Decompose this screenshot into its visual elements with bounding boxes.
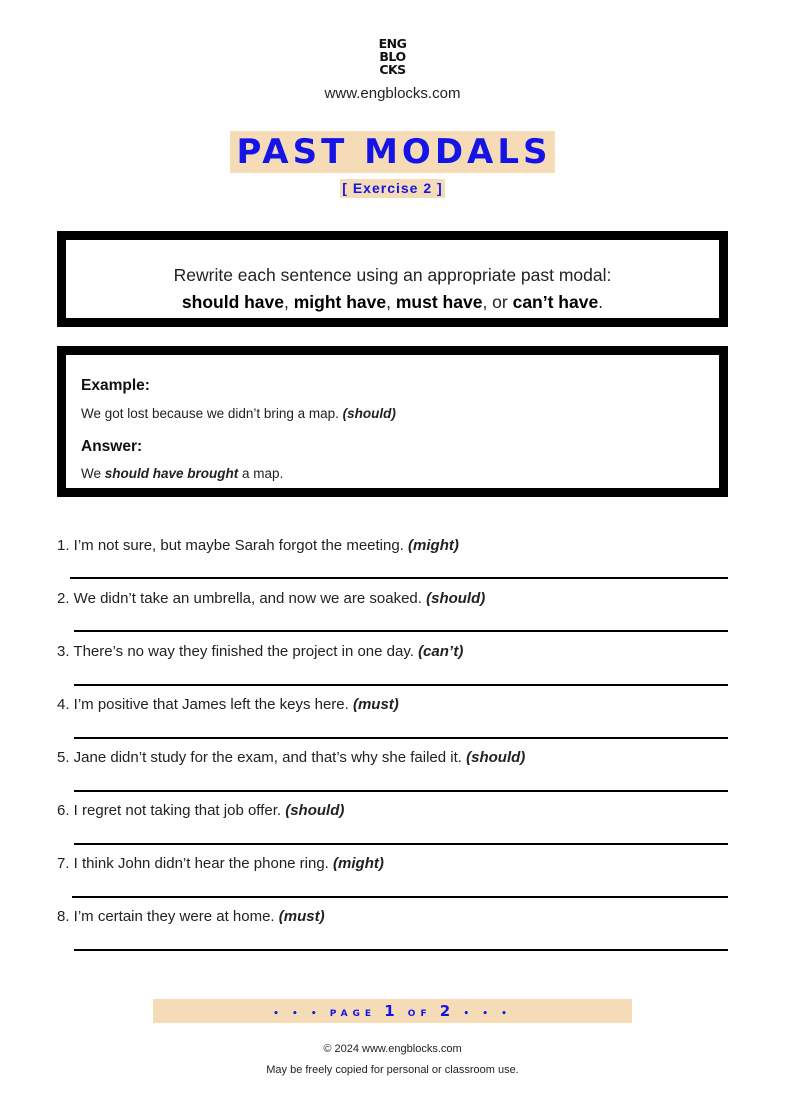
instructions-box: [57, 231, 728, 327]
question-5: [57, 749, 525, 766]
question-hint: (should): [426, 590, 486, 607]
modal-list: [66, 292, 719, 313]
answer-line-1[interactable]: [70, 577, 728, 579]
question-text: 6. I regret not taking that job offer.: [57, 802, 282, 819]
separator: ,: [284, 292, 294, 312]
page-title: PAST MODALS: [230, 131, 554, 173]
question-text: 4. I’m positive that James left the keys here.: [57, 696, 349, 713]
question-hint: (should): [285, 802, 345, 819]
logo-line: BLO: [379, 49, 406, 64]
question-hint: (can’t): [418, 643, 464, 660]
page-of: OF: [407, 1009, 432, 1019]
answer-label: Answer:: [81, 438, 143, 455]
answer-prefix: We: [81, 466, 102, 481]
question-text: 2. We didn’t take an umbrella, and now we are soaked.: [57, 590, 422, 607]
copyright: © 2024 www.engblocks.com: [323, 1043, 462, 1055]
answer-line-4[interactable]: [74, 737, 728, 739]
page-suffix: • • •: [463, 1009, 512, 1019]
question-text: 7. I think John didn’t hear the phone ring.: [57, 855, 329, 872]
example-box: [57, 346, 728, 497]
question-2: [57, 590, 485, 607]
example-label: Example:: [81, 377, 150, 394]
answer-sentence: [81, 466, 283, 481]
page-indicator: [153, 999, 632, 1023]
example-text: We got lost because we didn’t bring a map.: [81, 406, 339, 421]
modal-should-have: should have: [181, 292, 285, 312]
answer-line-6[interactable]: [74, 843, 728, 845]
question-hint: (must): [278, 908, 325, 925]
separator: , or: [482, 292, 513, 312]
instructions-text: Rewrite each sentence using an appropriate past modal:: [173, 265, 612, 285]
engblocks-logo: [0, 37, 785, 76]
question-6: [57, 802, 344, 819]
question-1: [57, 537, 459, 554]
modal-must-have: must have: [395, 292, 483, 312]
separator: ,: [386, 292, 396, 312]
question-hint: (must): [352, 696, 399, 713]
answer-suffix: a map.: [242, 466, 284, 481]
answer-line-8[interactable]: [74, 949, 728, 951]
question-text: 1. I’m not sure, but maybe Sarah forgot the meeting.: [57, 537, 404, 554]
answer-line-5[interactable]: [74, 790, 728, 792]
question-hint: (should): [466, 749, 526, 766]
question-hint: (might): [408, 537, 459, 554]
page-prefix: • • • PAGE: [273, 1009, 377, 1019]
question-hint: (might): [333, 855, 384, 872]
modal-might-have: might have: [293, 292, 387, 312]
license-note: May be freely copied for personal or classroom use.: [266, 1064, 519, 1076]
question-text: 8. I’m certain they were at home.: [57, 908, 275, 925]
page-total: 2: [439, 1002, 456, 1020]
modal-cant-have: can’t have: [512, 292, 599, 312]
question-8: [57, 908, 325, 925]
answer-line-7[interactable]: [72, 896, 728, 898]
logo-line: ENG: [378, 36, 407, 51]
example-hint: (should): [342, 406, 396, 421]
answer-bold: should have brought: [104, 466, 239, 481]
question-4: [57, 696, 399, 713]
question-text: 3. There’s no way they finished the project in one day.: [57, 643, 414, 660]
logo-line: CKS: [379, 62, 406, 77]
period: .: [598, 292, 604, 312]
exercise-subtitle: [ Exercise 2 ]: [342, 180, 443, 196]
page-current: 1: [384, 1002, 400, 1020]
question-3: [57, 643, 463, 660]
question-text: 5. Jane didn’t study for the exam, and that’s why she failed it.: [57, 749, 462, 766]
answer-line-3[interactable]: [74, 684, 728, 686]
site-url: www.engblocks.com: [324, 85, 461, 102]
answer-line-2[interactable]: [74, 630, 728, 632]
question-7: [57, 855, 384, 872]
example-sentence: [81, 406, 396, 421]
